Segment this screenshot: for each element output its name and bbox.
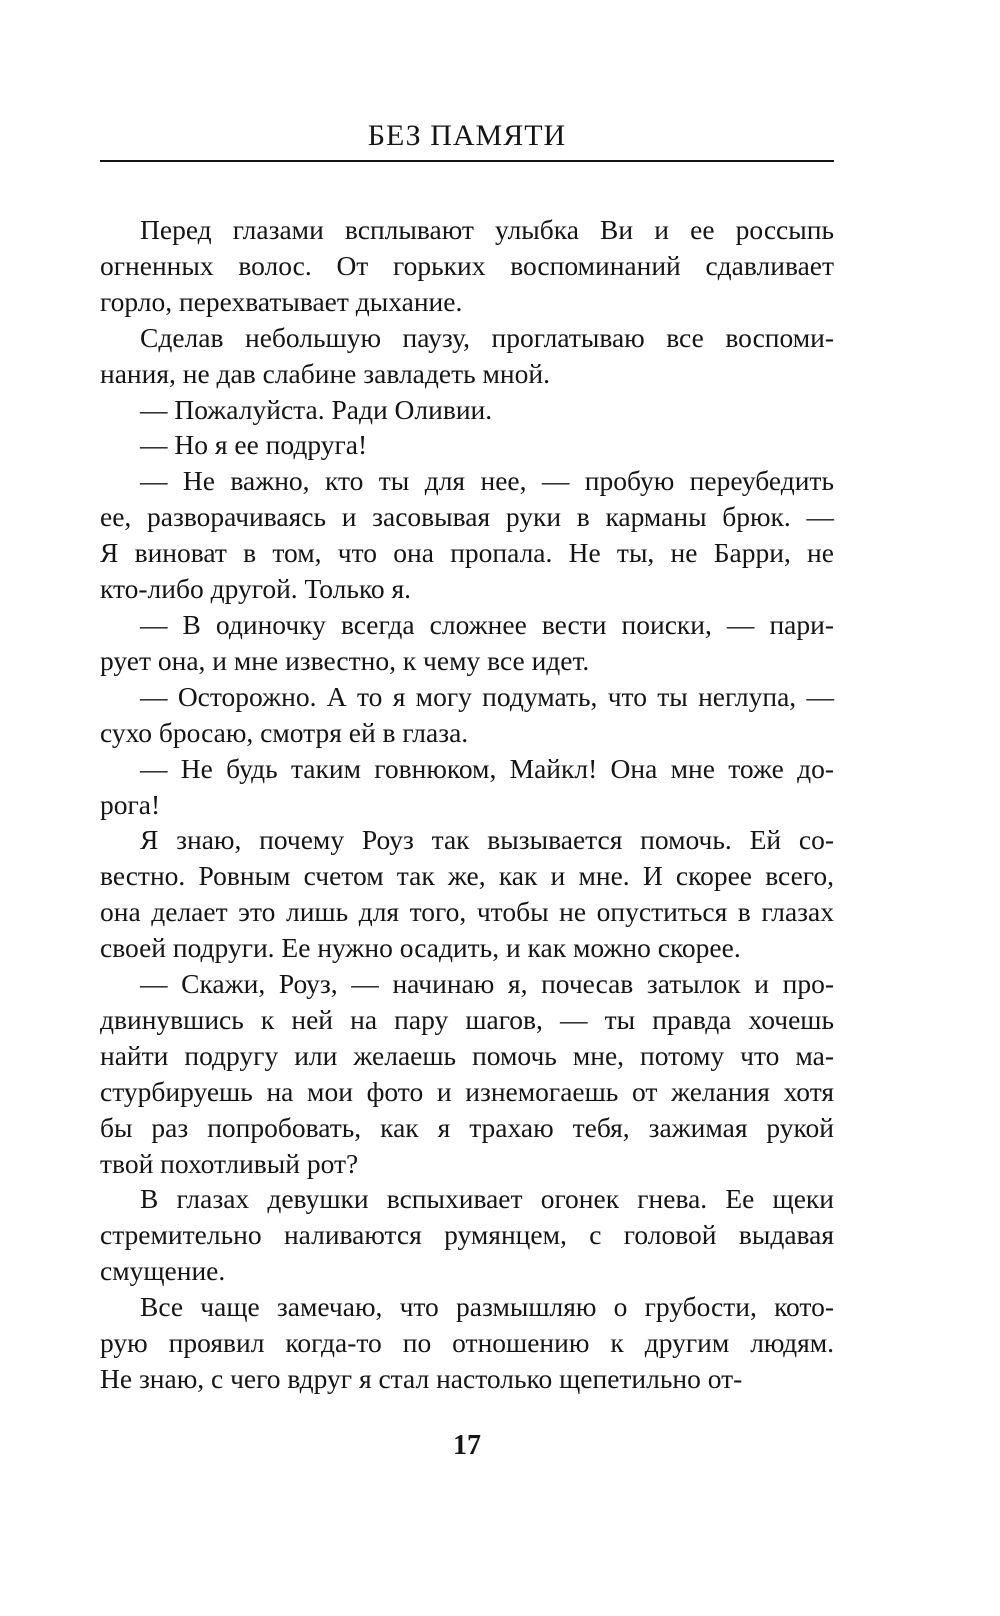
text-line: огненных волос. От горьких воспоминаний сдавливает	[100, 249, 834, 281]
text-line: — Пожалуйста. Ради Оливии.	[140, 393, 493, 425]
text-line: рует она, и мне известно, к чему все идет.	[100, 644, 590, 676]
text-line: нания, не дав слабине завладеть мной.	[100, 357, 550, 389]
text-line: стурбируешь на мои фото и изнемогаешь от желания хотя	[100, 1075, 834, 1107]
paragraph	[100, 427, 834, 463]
text-line: Перед глазами всплывают улыбка Ви и ее россыпь	[140, 214, 834, 245]
text-line: Не знаю, с чего вдруг я стал настолько щепетильно от-	[100, 1363, 743, 1394]
text-line: твой похотливый рот?	[100, 1147, 359, 1179]
text-line: она делает это лишь для того, чтобы не опуститься в глазах	[100, 896, 834, 928]
paragraph	[100, 679, 834, 751]
header-rule	[100, 160, 834, 162]
text-line: своей подруги. Ее нужно осадить, и как можно скорее.	[100, 932, 741, 964]
text-line: — Но я ее подруга!	[140, 429, 368, 461]
text-line: Сделав небольшую паузу, проглатываю все воспоми-	[140, 321, 834, 353]
text-line: ее, разворачиваясь и засовывая руки в карманы брюк. —	[100, 501, 834, 533]
text-line: — Не важно, кто ты для нее, — пробую переубедить	[140, 465, 834, 497]
text-line: двинувшись к ней на пару шагов, — ты правда хочешь	[100, 1003, 834, 1035]
text-line: найти подругу или желаешь помочь мне, потому что ма-	[100, 1039, 834, 1071]
text-line: сухо бросаю, смотря ей в глаза.	[100, 716, 469, 748]
text-line: — Осторожно. А то я могу подумать, что ты неглупа, —	[140, 680, 834, 712]
paragraph	[100, 320, 834, 392]
text-line: Все чаще замечаю, что размышляю о грубости, кото-	[140, 1291, 834, 1323]
running-title: БЕЗ ПАМЯТИ	[367, 119, 567, 152]
text-line: В глазах девушки вспыхивает огонек гнева. Ее щеки	[140, 1183, 834, 1215]
paragraph	[100, 1289, 834, 1397]
paragraph	[100, 966, 834, 1181]
text-line: рога!	[100, 788, 161, 820]
paragraph	[100, 751, 834, 823]
text-line: вестно. Ровным счетом так же, как и мне. И скорее всего,	[100, 860, 834, 892]
text-line: кто-либо другой. Только я.	[100, 573, 412, 605]
page-number: 17	[453, 1430, 481, 1461]
paragraph	[100, 212, 834, 320]
text-line: горло, перехватывает дыхание.	[100, 285, 463, 317]
text-line: — Не будь таким говнюком, Майкл! Она мне тоже до-	[140, 752, 834, 784]
text-line: Я виноват в том, что она пропала. Не ты, не Барри, не	[100, 537, 834, 569]
text-line: — Скажи, Роуз, — начинаю я, почесав затылок и про-	[140, 968, 834, 1000]
paragraph	[100, 1181, 834, 1289]
paragraph	[100, 463, 834, 607]
paragraph	[100, 822, 834, 966]
paragraph	[100, 607, 834, 679]
text-line: смущение.	[100, 1255, 226, 1287]
text-line: бы раз попробовать, как я трахаю тебя, зажимая рукой	[100, 1111, 834, 1143]
paragraph	[100, 392, 834, 428]
text-line: рую проявил когда-то по отношению к другим людям.	[100, 1327, 834, 1359]
text-line: Я знаю, почему Роуз так вызывается помочь. Ей со-	[140, 824, 834, 856]
text-line: стремительно наливаются румянцем, с головой выдавая	[100, 1219, 834, 1251]
body-text	[100, 212, 834, 1397]
text-line: — В одиночку всегда сложнее вести поиски, — пари-	[140, 608, 834, 640]
